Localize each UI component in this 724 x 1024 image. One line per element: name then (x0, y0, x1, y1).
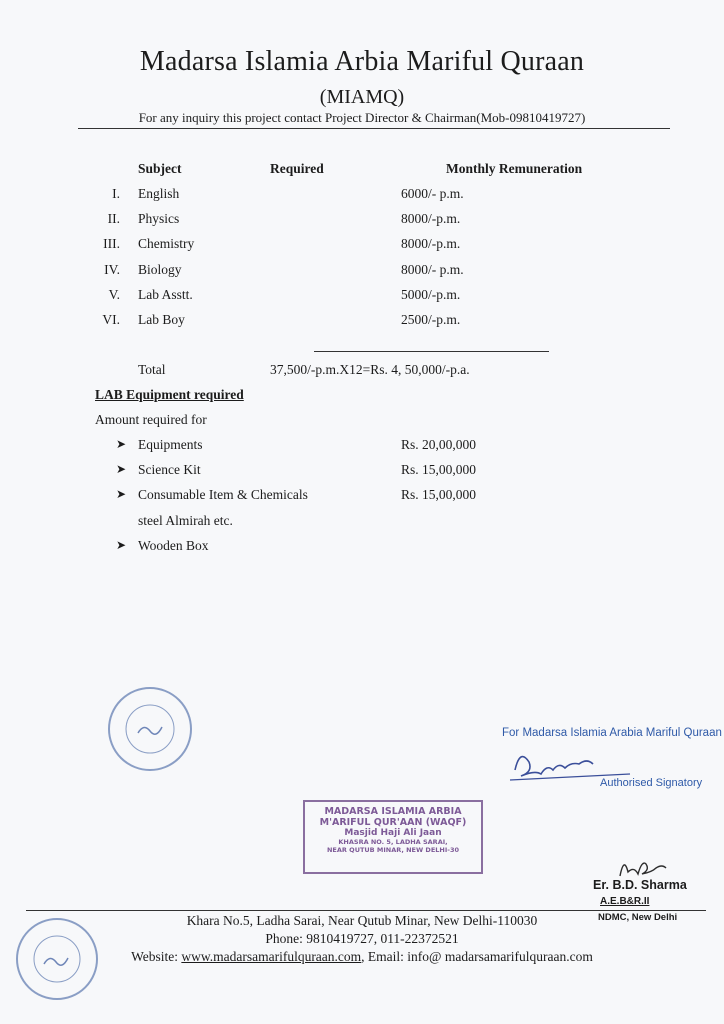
footer-divider (26, 910, 706, 911)
footer-phone: Phone: 9810419727, 011-22372521 (265, 931, 459, 946)
table-row (0, 312, 724, 332)
total-label: Total (138, 362, 166, 377)
table-row (0, 211, 724, 231)
row-number: V. (108, 287, 120, 302)
stamp-line-4: KHASRA NO. 5, LADHA SARAI, (338, 838, 448, 846)
website-link[interactable]: www.madarsamarifulquraan.com (181, 949, 362, 964)
lab-section-title: LAB Equipment required (95, 387, 244, 402)
header-divider (78, 128, 670, 129)
row-subject: Biology (138, 262, 182, 277)
company-secretaries-stamp (108, 687, 192, 771)
stamp-ring-icon (18, 920, 96, 998)
table-row (0, 186, 724, 206)
total-value: 37,500/-p.m.X12=Rs. 4, 50,000/-p.a. (270, 362, 470, 377)
footer-email: , Email: info@ madarsamarifulquraan.com (361, 949, 593, 964)
row-subject: Chemistry (138, 236, 195, 251)
footer-address: Khara No.5, Ladha Sarai, Near Qutub Minar, New Delhi-110030 (186, 913, 538, 928)
row-number: II. (107, 211, 120, 226)
lab-item-label: Wooden Box (138, 538, 209, 553)
authorised-signatory-label: Authorised Signatory (600, 777, 703, 789)
lab-item-continuation: steel Almirah etc. (138, 513, 233, 528)
footer-contact (0, 949, 724, 965)
engineer-organization: NDMC, New Delhi (598, 912, 678, 923)
stamp-line-2: M'ARIFUL QUR'AAN (WAQF) (319, 817, 467, 828)
column-header-subject: Subject (138, 161, 182, 176)
row-number: I. (112, 186, 120, 201)
row-subject: Lab Asstt. (138, 287, 193, 302)
website-label: Website: (131, 949, 182, 964)
lab-item-label: Equipments (138, 437, 203, 452)
arrow-bullet-icon: ➤ (116, 437, 127, 451)
table-row (0, 262, 724, 282)
row-amount: 8000/-p.m. (401, 211, 461, 226)
row-number: III. (103, 236, 120, 251)
stamp-line-5: NEAR QUTUB MINAR, NEW DELHI-30 (326, 846, 460, 854)
lab-item-amount: Rs. 15,00,000 (401, 462, 477, 477)
row-number: VI. (102, 312, 120, 327)
lab-intro: Amount required for (95, 412, 207, 427)
table-row (0, 287, 724, 307)
company-secretaries-stamp-bottom (16, 918, 98, 1000)
row-amount: 6000/- p.m. (401, 186, 464, 201)
row-amount: 2500/-p.m. (401, 312, 461, 327)
list-item (0, 462, 724, 482)
row-subject: Lab Boy (138, 312, 185, 327)
lab-item-label: Consumable Item & Chemicals (138, 487, 308, 502)
row-number: IV. (104, 262, 120, 277)
arrow-bullet-icon: ➤ (116, 487, 127, 501)
engineer-name: Er. B.D. Sharma (593, 878, 687, 892)
list-item (0, 538, 724, 558)
row-amount: 5000/-p.m. (401, 287, 461, 302)
column-header-required: Required (270, 161, 324, 176)
table-row (0, 236, 724, 256)
row-subject: English (138, 186, 180, 201)
row-amount: 8000/- p.m. (401, 262, 464, 277)
organization-title: Madarsa Islamia Arbia Mariful Quraan (139, 46, 585, 77)
list-item (0, 437, 724, 457)
arrow-bullet-icon: ➤ (116, 462, 127, 476)
row-subject: Physics (138, 211, 180, 226)
lab-item-amount: Rs. 15,00,000 (401, 487, 477, 502)
engineer-role: A.E.B&R.II (600, 896, 650, 907)
stamp-ring-icon (110, 689, 190, 769)
madarsa-official-stamp (303, 800, 483, 874)
stamp-line-3: Masjid Haji Ali Jaan (344, 828, 442, 838)
total-divider (314, 351, 549, 352)
signature-for-line: For Madarsa Islamia Arabia Mariful Quraan (502, 727, 722, 739)
list-item (0, 487, 724, 507)
lab-item-amount: Rs. 20,00,000 (401, 437, 477, 452)
arrow-bullet-icon: ➤ (116, 538, 127, 552)
row-amount: 8000/-p.m. (401, 236, 461, 251)
stamp-line-1: MADARSA ISLAMIA ARBIA (324, 806, 462, 817)
column-header-remuneration: Monthly Remuneration (446, 161, 583, 176)
lab-item-label: Science Kit (138, 462, 201, 477)
inquiry-line: For any inquiry this project contact Project Director & Chairman(Mob-09810419727) (138, 110, 586, 125)
organization-acronym: (MIAMQ) (319, 86, 405, 108)
